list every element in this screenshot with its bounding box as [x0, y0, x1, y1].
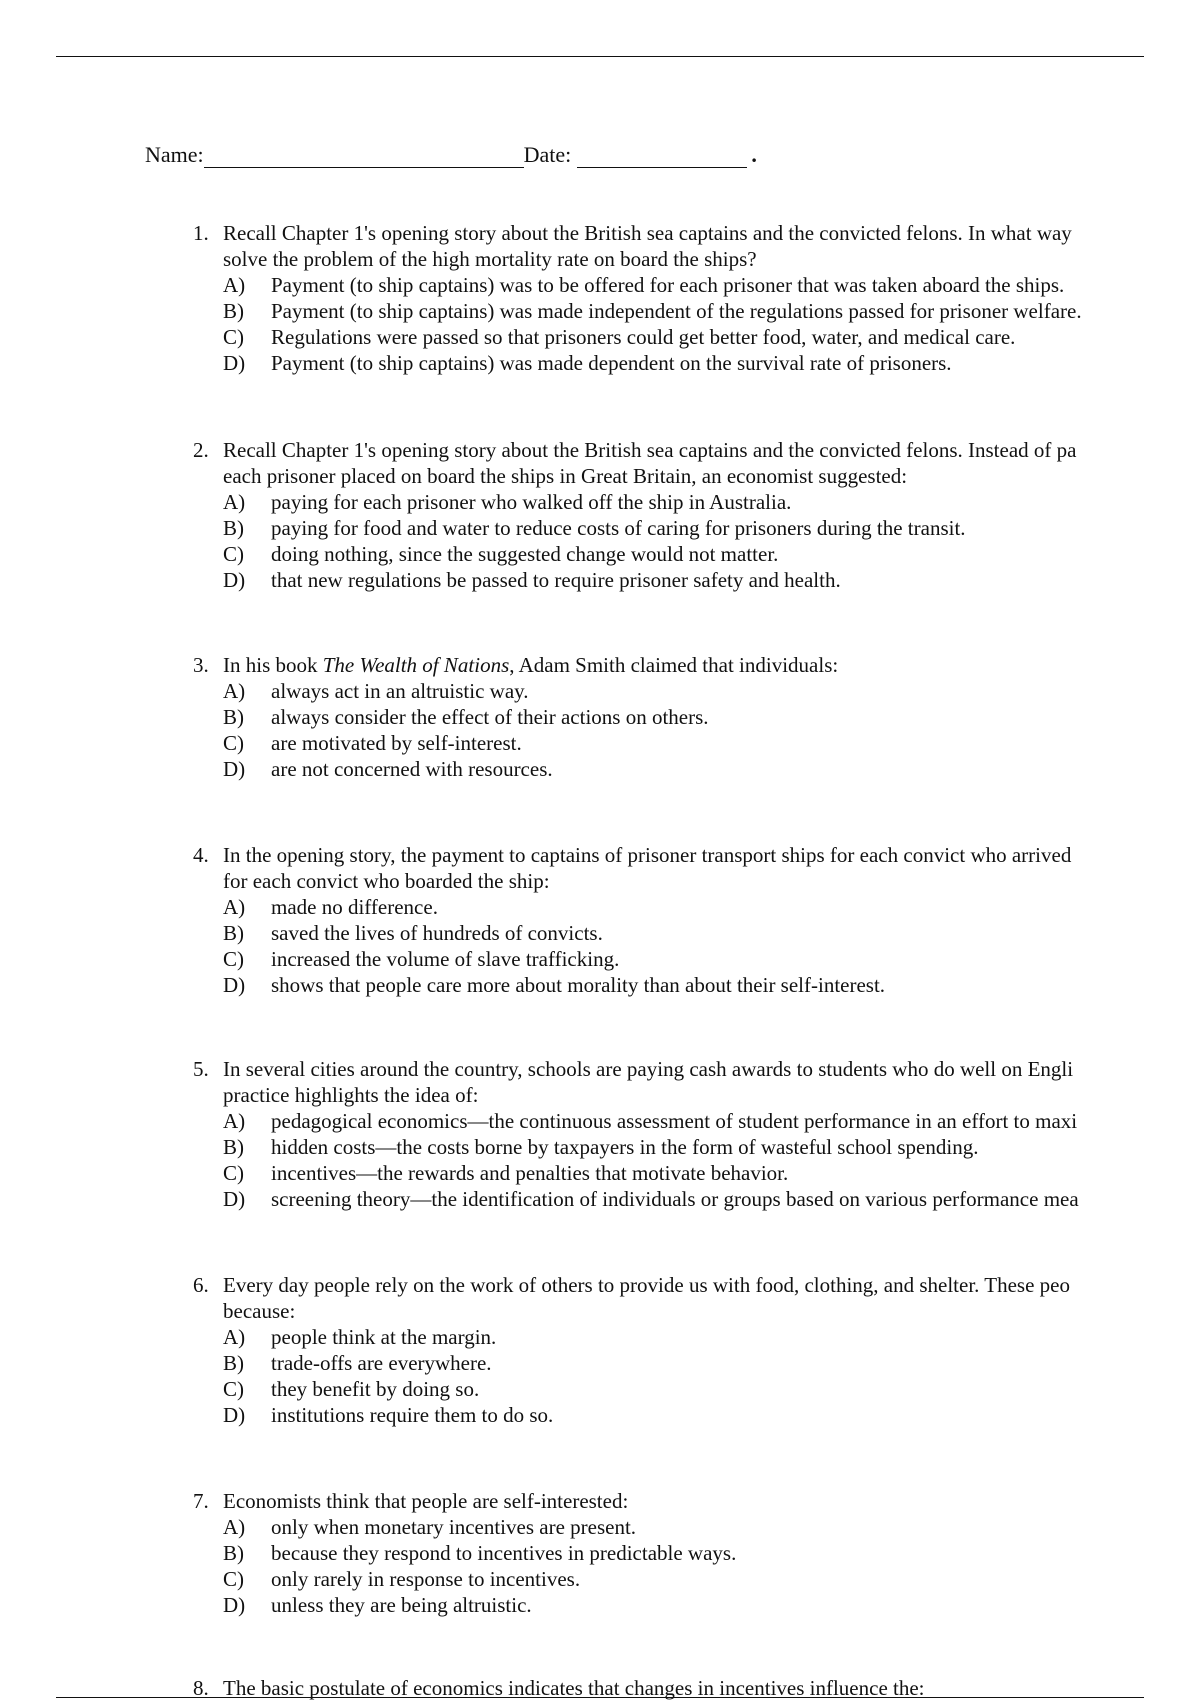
option-letter: A)	[223, 895, 246, 919]
option-b[interactable]	[193, 1540, 1200, 1566]
option-text: always act in an altruistic way.	[271, 679, 529, 703]
option-a[interactable]	[193, 1108, 1200, 1134]
question-1	[193, 220, 1200, 376]
option-c[interactable]	[193, 324, 1200, 350]
option-text: that new regulations be passed to require prisoner safety and health.	[271, 568, 841, 592]
option-b[interactable]	[193, 515, 1200, 541]
option-a[interactable]	[193, 489, 1200, 515]
question-stem-continued: for each convict who boarded the ship:	[223, 869, 550, 893]
option-letter: B)	[223, 299, 244, 323]
question-stem-continued: each prisoner placed on board the ships in Great Britain, an economist suggested:	[223, 464, 908, 488]
option-letter: C)	[223, 542, 244, 566]
option-a[interactable]	[193, 1514, 1200, 1540]
option-d[interactable]	[193, 972, 1200, 998]
option-d[interactable]	[193, 1592, 1200, 1618]
option-text: are motivated by self-interest.	[271, 731, 522, 755]
option-d[interactable]	[193, 350, 1200, 376]
option-letter: A)	[223, 490, 246, 514]
question-number: 3.	[193, 653, 209, 677]
name-date-header	[145, 142, 757, 168]
date-label: Date:	[523, 142, 572, 167]
option-text: institutions require them to do so.	[271, 1403, 554, 1427]
question-stem-continued: practice highlights the idea of:	[223, 1083, 479, 1107]
option-text: people think at the margin.	[271, 1325, 497, 1349]
question-2	[193, 437, 1200, 593]
question-stem-continued: because:	[223, 1299, 296, 1323]
option-text: screening theory—the identification of individuals or groups based on various performance mea	[271, 1187, 1079, 1211]
question-stem: Recall Chapter 1's opening story about the British sea captains and the convicted felons. Instead of pa	[223, 438, 1077, 462]
option-text: Regulations were passed so that prisoners could get better food, water, and medical care.	[271, 325, 1016, 349]
option-c[interactable]	[193, 541, 1200, 567]
option-letter: B)	[223, 921, 244, 945]
name-label: Name:	[145, 142, 204, 167]
top-rule	[56, 56, 1144, 57]
option-letter: D)	[223, 973, 246, 997]
option-text: incentives—the rewards and penalties that motivate behavior.	[271, 1161, 789, 1185]
option-text: only rarely in response to incentives.	[271, 1567, 581, 1591]
bottom-rule	[56, 1697, 1144, 1698]
option-b[interactable]	[193, 1134, 1200, 1160]
question-stem: Recall Chapter 1's opening story about the British sea captains and the convicted felons. In what way	[223, 221, 1072, 245]
option-text: paying for each prisoner who walked off the ship in Australia.	[271, 490, 792, 514]
name-blank[interactable]	[204, 145, 524, 168]
option-letter: B)	[223, 516, 244, 540]
option-text: trade-offs are everywhere.	[271, 1351, 492, 1375]
question-stem: In several cities around the country, schools are paying cash awards to students who do well on Engli	[223, 1057, 1074, 1081]
option-d[interactable]	[193, 567, 1200, 593]
option-letter: B)	[223, 1351, 244, 1375]
option-text: Payment (to ship captains) was to be offered for each prisoner that was taken aboard the ships.	[271, 273, 1065, 297]
option-text: they benefit by doing so.	[271, 1377, 480, 1401]
question-number: 7.	[193, 1489, 209, 1513]
option-letter: C)	[223, 325, 244, 349]
option-letter: C)	[223, 1377, 244, 1401]
question-6	[193, 1272, 1200, 1428]
option-text: Payment (to ship captains) was made independent of the regulations passed for prisoner welfare.	[271, 299, 1082, 323]
question-stem	[223, 652, 838, 678]
date-blank[interactable]	[577, 145, 747, 168]
option-text: saved the lives of hundreds of convicts.	[271, 921, 603, 945]
question-number: 4.	[193, 843, 209, 867]
option-text: because they respond to incentives in predictable ways.	[271, 1541, 737, 1565]
option-b[interactable]	[193, 920, 1200, 946]
option-text: increased the volume of slave trafficking.	[271, 947, 620, 971]
option-d[interactable]	[193, 756, 1200, 782]
option-letter: D)	[223, 757, 246, 781]
question-number: 6.	[193, 1273, 209, 1297]
stem-text-pre: In his book	[223, 653, 323, 677]
option-text: Payment (to ship captains) was made dependent on the survival rate of prisoners.	[271, 351, 952, 375]
option-letter: D)	[223, 351, 246, 375]
option-text: always consider the effect of their actions on others.	[271, 705, 709, 729]
option-letter: B)	[223, 1541, 244, 1565]
option-b[interactable]	[193, 298, 1200, 324]
option-a[interactable]	[193, 272, 1200, 298]
option-text: unless they are being altruistic.	[271, 1593, 532, 1617]
question-number: 5.	[193, 1057, 209, 1081]
option-letter: A)	[223, 1109, 246, 1133]
option-a[interactable]	[193, 678, 1200, 704]
option-letter: A)	[223, 679, 246, 703]
option-letter: C)	[223, 947, 244, 971]
option-c[interactable]	[193, 1160, 1200, 1186]
option-c[interactable]	[193, 730, 1200, 756]
question-stem: The basic postulate of economics indicates that changes in incentives influence the:	[223, 1676, 925, 1700]
question-stem: Every day people rely on the work of others to provide us with food, clothing, and shelter. These peo	[223, 1273, 1070, 1297]
option-letter: D)	[223, 1403, 246, 1427]
option-letter: D)	[223, 1187, 246, 1211]
question-number: 1.	[193, 221, 209, 245]
option-b[interactable]	[193, 704, 1200, 730]
option-c[interactable]	[193, 1376, 1200, 1402]
question-4	[193, 842, 1200, 998]
option-text: paying for food and water to reduce costs of caring for prisoners during the transit.	[271, 516, 966, 540]
option-letter: C)	[223, 1567, 244, 1591]
question-stem: In the opening story, the payment to captains of prisoner transport ships for each convict who arrived	[223, 843, 1072, 867]
option-letter: D)	[223, 1593, 246, 1617]
question-number: 2.	[193, 438, 209, 462]
option-letter: C)	[223, 1161, 244, 1185]
option-a[interactable]	[193, 894, 1200, 920]
option-letter: D)	[223, 568, 246, 592]
option-letter: C)	[223, 731, 244, 755]
option-letter: A)	[223, 1325, 246, 1349]
option-text: doing nothing, since the suggested change would not matter.	[271, 542, 779, 566]
option-letter: B)	[223, 1135, 244, 1159]
option-b[interactable]	[193, 1350, 1200, 1376]
option-letter: B)	[223, 705, 244, 729]
option-a[interactable]	[193, 1324, 1200, 1350]
option-text: made no difference.	[271, 895, 438, 919]
option-c[interactable]	[193, 946, 1200, 972]
option-text: shows that people care more about morality than about their self-interest.	[271, 973, 886, 997]
option-c[interactable]	[193, 1566, 1200, 1592]
option-letter: A)	[223, 273, 246, 297]
option-text: only when monetary incentives are present.	[271, 1515, 637, 1539]
question-3	[193, 652, 1200, 782]
option-d[interactable]	[193, 1402, 1200, 1428]
question-5	[193, 1056, 1200, 1212]
option-letter: A)	[223, 1515, 246, 1539]
question-stem-continued: solve the problem of the high mortality rate on board the ships?	[223, 247, 757, 271]
question-stem: Economists think that people are self-interested:	[223, 1489, 629, 1513]
option-text: pedagogical economics—the continuous assessment of student performance in an effort to maxi	[271, 1109, 1078, 1133]
question-7	[193, 1488, 1200, 1618]
stem-text-post: , Adam Smith claimed that individuals:	[509, 653, 839, 677]
question-number: 8.	[193, 1676, 209, 1700]
book-title: The Wealth of Nations	[322, 653, 510, 677]
option-text: hidden costs—the costs borne by taxpayers in the form of wasteful school spending.	[271, 1135, 979, 1159]
option-text: are not concerned with resources.	[271, 757, 553, 781]
option-d[interactable]	[193, 1186, 1200, 1212]
header-period: .	[751, 142, 757, 167]
